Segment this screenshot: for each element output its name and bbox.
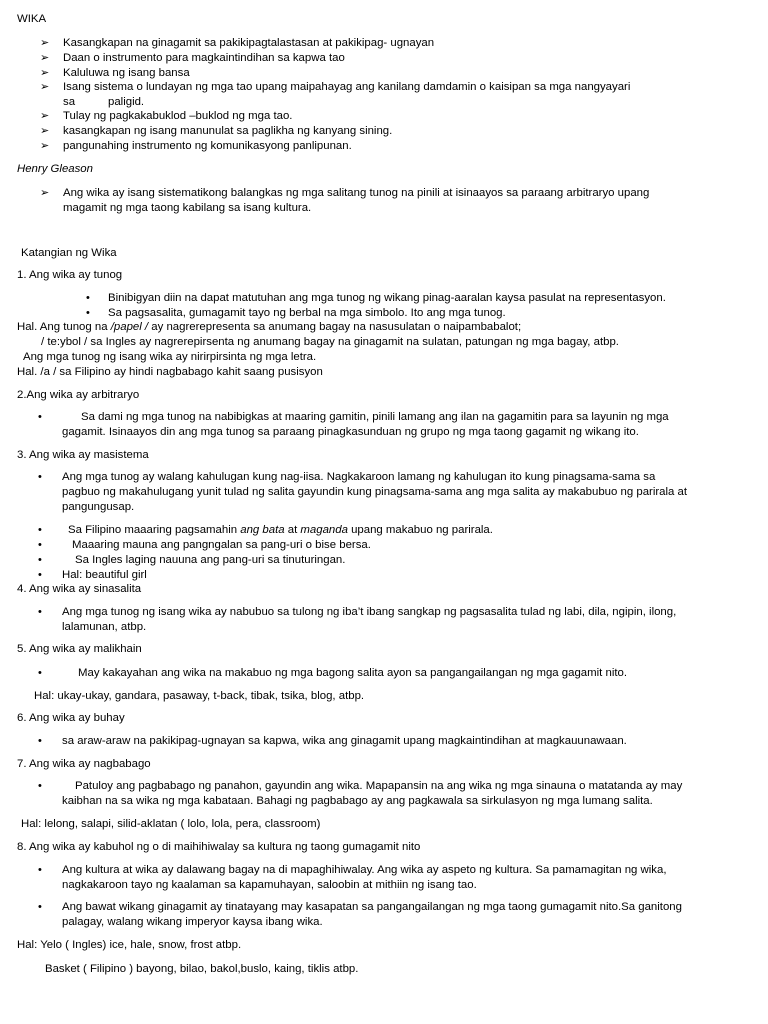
section-heading: 8. Ang wika ay kabuhol ng o di maihihiwalay sa kultura ng taong gumagamit nito: [17, 841, 421, 853]
bullet-icon: •: [38, 411, 42, 423]
definition-text: Ang wika ay isang sistematikong balangkas ng mga salitang tunog na pinili at isinaayos sa paraang arbitraryo upang: [63, 187, 650, 199]
bullet-text: Ang mga tunog ay walang kahulugan kung nag-iisa. Nagkakaroon lamang ng kahulugan ito kung pinagsama-sama sa: [62, 471, 656, 483]
bullet-text: kaibhan na sa wika ng mga kabataan. Bahagi ng pagbabago ay ang pagkawala sa sirkulasyon ng mga lumang salita.: [62, 795, 653, 807]
bullet-text: Ang mga tunog ng isang wika ay nabubuo sa tulong ng iba’t ibang sangkap ng pagsasalita tulad ng labi, dila, ngipin, ilong,: [62, 606, 677, 618]
bullet-text: Sa pagsasalita, gumagamit tayo ng berbal na mga simbolo. Ito ang mga tunog.: [108, 307, 506, 319]
list-item: Kaluluwa ng isang bansa: [63, 67, 190, 79]
bullet-icon: •: [38, 539, 42, 551]
list-item: Tulay ng pagkakabuklod –buklod ng mga tao.: [63, 110, 293, 122]
example-text: Hal. Ang tunog na: [17, 321, 111, 333]
bullet-text-part: at: [284, 524, 301, 536]
bullet-text: Maaaring mauna ang pangngalan sa pang-uri o bise bersa.: [72, 539, 371, 551]
bullet-icon: •: [38, 554, 42, 566]
section-heading: 2.Ang wika ay arbitraryo: [17, 389, 140, 401]
example-line: [17, 320, 521, 335]
example-line: Hal: Yelo ( Ingles) ice, hale, snow, frost atbp.: [17, 939, 242, 951]
bullet-text: pagbuo ng makahulugang yunit tulad ng salita gayundin kung pinagsama-sama ang mga salita ay makabubuo ng parirala at: [62, 486, 688, 498]
bullet-text: Sa Ingles laging nauuna ang pang-uri sa tinuturingan.: [75, 554, 346, 566]
bullet-icon: •: [86, 292, 90, 304]
bullet-icon: •: [38, 524, 42, 536]
bullet-text: pangungusap.: [62, 501, 135, 513]
list-item: pangunahing instrumento ng komunikasyong panlipunan.: [63, 140, 352, 152]
page-title: WIKA: [17, 13, 47, 25]
example-line: Hal. /a / sa Filipino ay hindi nagbabago kahit saang pusisyon: [17, 366, 323, 378]
example-phrase: ang bata: [240, 524, 285, 536]
bullet-icon: •: [86, 307, 90, 319]
bullet-icon: •: [38, 606, 42, 618]
list-item-continuation: paligid.: [108, 96, 145, 108]
bullet-icon: •: [38, 780, 42, 792]
bullet-text: Hal: beautiful girl: [62, 569, 147, 581]
bullet-text-part: Sa Filipino maaaring pagsamahin: [68, 524, 241, 536]
bullet-text: lalamunan, atbp.: [62, 621, 147, 633]
section-heading: 5. Ang wika ay malikhain: [17, 643, 142, 655]
list-item: Kasangkapan na ginagamit sa pakikipagtalastasan at pakikipag- ugnayan: [63, 37, 435, 49]
bullet-text: May kakayahan ang wika na makabuo ng mga bagong salita ayon sa pangangailangan ng mga gagamit nito.: [78, 667, 628, 679]
example-text: ay nagrerepresenta sa anumang bagay na nasusulatan o naipambabalot;: [148, 321, 522, 333]
arrow-bullet-icon: ➢: [40, 139, 50, 152]
bullet-icon: •: [38, 471, 42, 483]
bullet-text: Ang bawat wikang ginagamit ay tinatayang may kasapatan sa pangangailangan ng mga taong gumagamit nito.Sa ganitong: [62, 901, 682, 913]
example-line: Basket ( Filipino ) bayong, bilao, bakol,buslo, kaing, tiklis atbp.: [45, 963, 359, 975]
list-item: Daan o instrumento para magkaintindihan sa kapwa tao: [63, 52, 345, 64]
author-name: Henry Gleason: [17, 163, 93, 175]
bullet-text: Sa dami ng mga tunog na nabibigkas at maaring gamitin, pinili lamang ang ilan na gagamitin para sa layunin ng mga: [81, 411, 669, 423]
section-heading: 7. Ang wika ay nagbabago: [17, 758, 151, 770]
list-item: Isang sistema o lundayan ng mga tao upang maipahayag ang kanilang damdamin o kaisipan sa mga nangyayari: [63, 81, 631, 93]
arrow-bullet-icon: ➢: [40, 80, 50, 93]
example-phoneme: /papel /: [110, 321, 149, 333]
section-heading: 4. Ang wika ay sinasalita: [17, 583, 142, 595]
bullet-icon: •: [38, 569, 42, 581]
section-heading: 3. Ang wika ay masistema: [17, 449, 149, 461]
bullet-text: sa araw-araw na pakikipag-ugnayan sa kapwa, wika ang ginagamit upang magkaintindihan at magkauunawaan.: [62, 735, 627, 747]
example-line: / te:ybol / sa Ingles ay nagrerepirsenta ng anumang bagay na ginagamit na sulatan, patungan ng mga bagay, atbp.: [41, 336, 619, 348]
bullet-text: Ang kultura at wika ay dalawang bagay na di mapaghihiwalay. Ang wika ay aspeto ng kultura. Sa pamamagitan ng wika,: [62, 864, 667, 876]
bullet-icon: •: [38, 735, 42, 747]
section-heading: 1. Ang wika ay tunog: [17, 269, 123, 281]
bullet-icon: •: [38, 901, 42, 913]
list-item-continuation: sa: [63, 96, 76, 108]
arrow-bullet-icon: ➢: [40, 51, 50, 64]
example-phrase: maganda: [300, 524, 348, 536]
bullet-icon: •: [38, 864, 42, 876]
bullet-text-part: upang makabuo ng parirala.: [347, 524, 493, 536]
bullet-text: Binibigyan diin na dapat matutuhan ang mga tunog ng wikang pinag-aaralan kaysa pasulat na representasyon.: [108, 292, 666, 304]
arrow-bullet-icon: ➢: [40, 36, 50, 49]
arrow-bullet-icon: ➢: [40, 124, 50, 137]
bullet-text: palagay, walang wikang imperyor kaysa ibang wika.: [62, 916, 323, 928]
bullet-icon: •: [38, 667, 42, 679]
definition-text: magamit ng mga taong kabilang sa isang kultura.: [63, 202, 312, 214]
arrow-bullet-icon: ➢: [40, 186, 50, 199]
bullet-text: nagkakaroon tayo ng kaalaman sa kapamuhayan, saloobin at mithiin ng isang tao.: [62, 879, 477, 891]
example-line: Ang mga tunog ng isang wika ay nirirpirsinta ng mga letra.: [23, 351, 317, 363]
bullet-text: Patuloy ang pagbabago ng panahon, gayundin ang wika. Mapapansin na ang wika ng mga sinauna o matatanda ay may: [75, 780, 683, 792]
example-line: Hal: lelong, salapi, silid-aklatan ( lolo, lola, pera, classroom): [21, 818, 321, 830]
arrow-bullet-icon: ➢: [40, 109, 50, 122]
arrow-bullet-icon: ➢: [40, 66, 50, 79]
example-line: Hal: ukay-ukay, gandara, pasaway, t-back, tibak, tsika, blog, atbp.: [34, 690, 365, 702]
bullet-text: [68, 523, 493, 538]
section-title: Katangian ng Wika: [21, 247, 117, 259]
list-item: kasangkapan ng isang manunulat sa paglikha ng kanyang sining.: [63, 125, 393, 137]
bullet-text: gagamit. Isinaayos din ang mga tunog sa paraang pinagkasunduan ng grupo ng mga taong gagamit ng wikang ito.: [62, 426, 639, 438]
section-heading: 6. Ang wika ay buhay: [17, 712, 125, 724]
